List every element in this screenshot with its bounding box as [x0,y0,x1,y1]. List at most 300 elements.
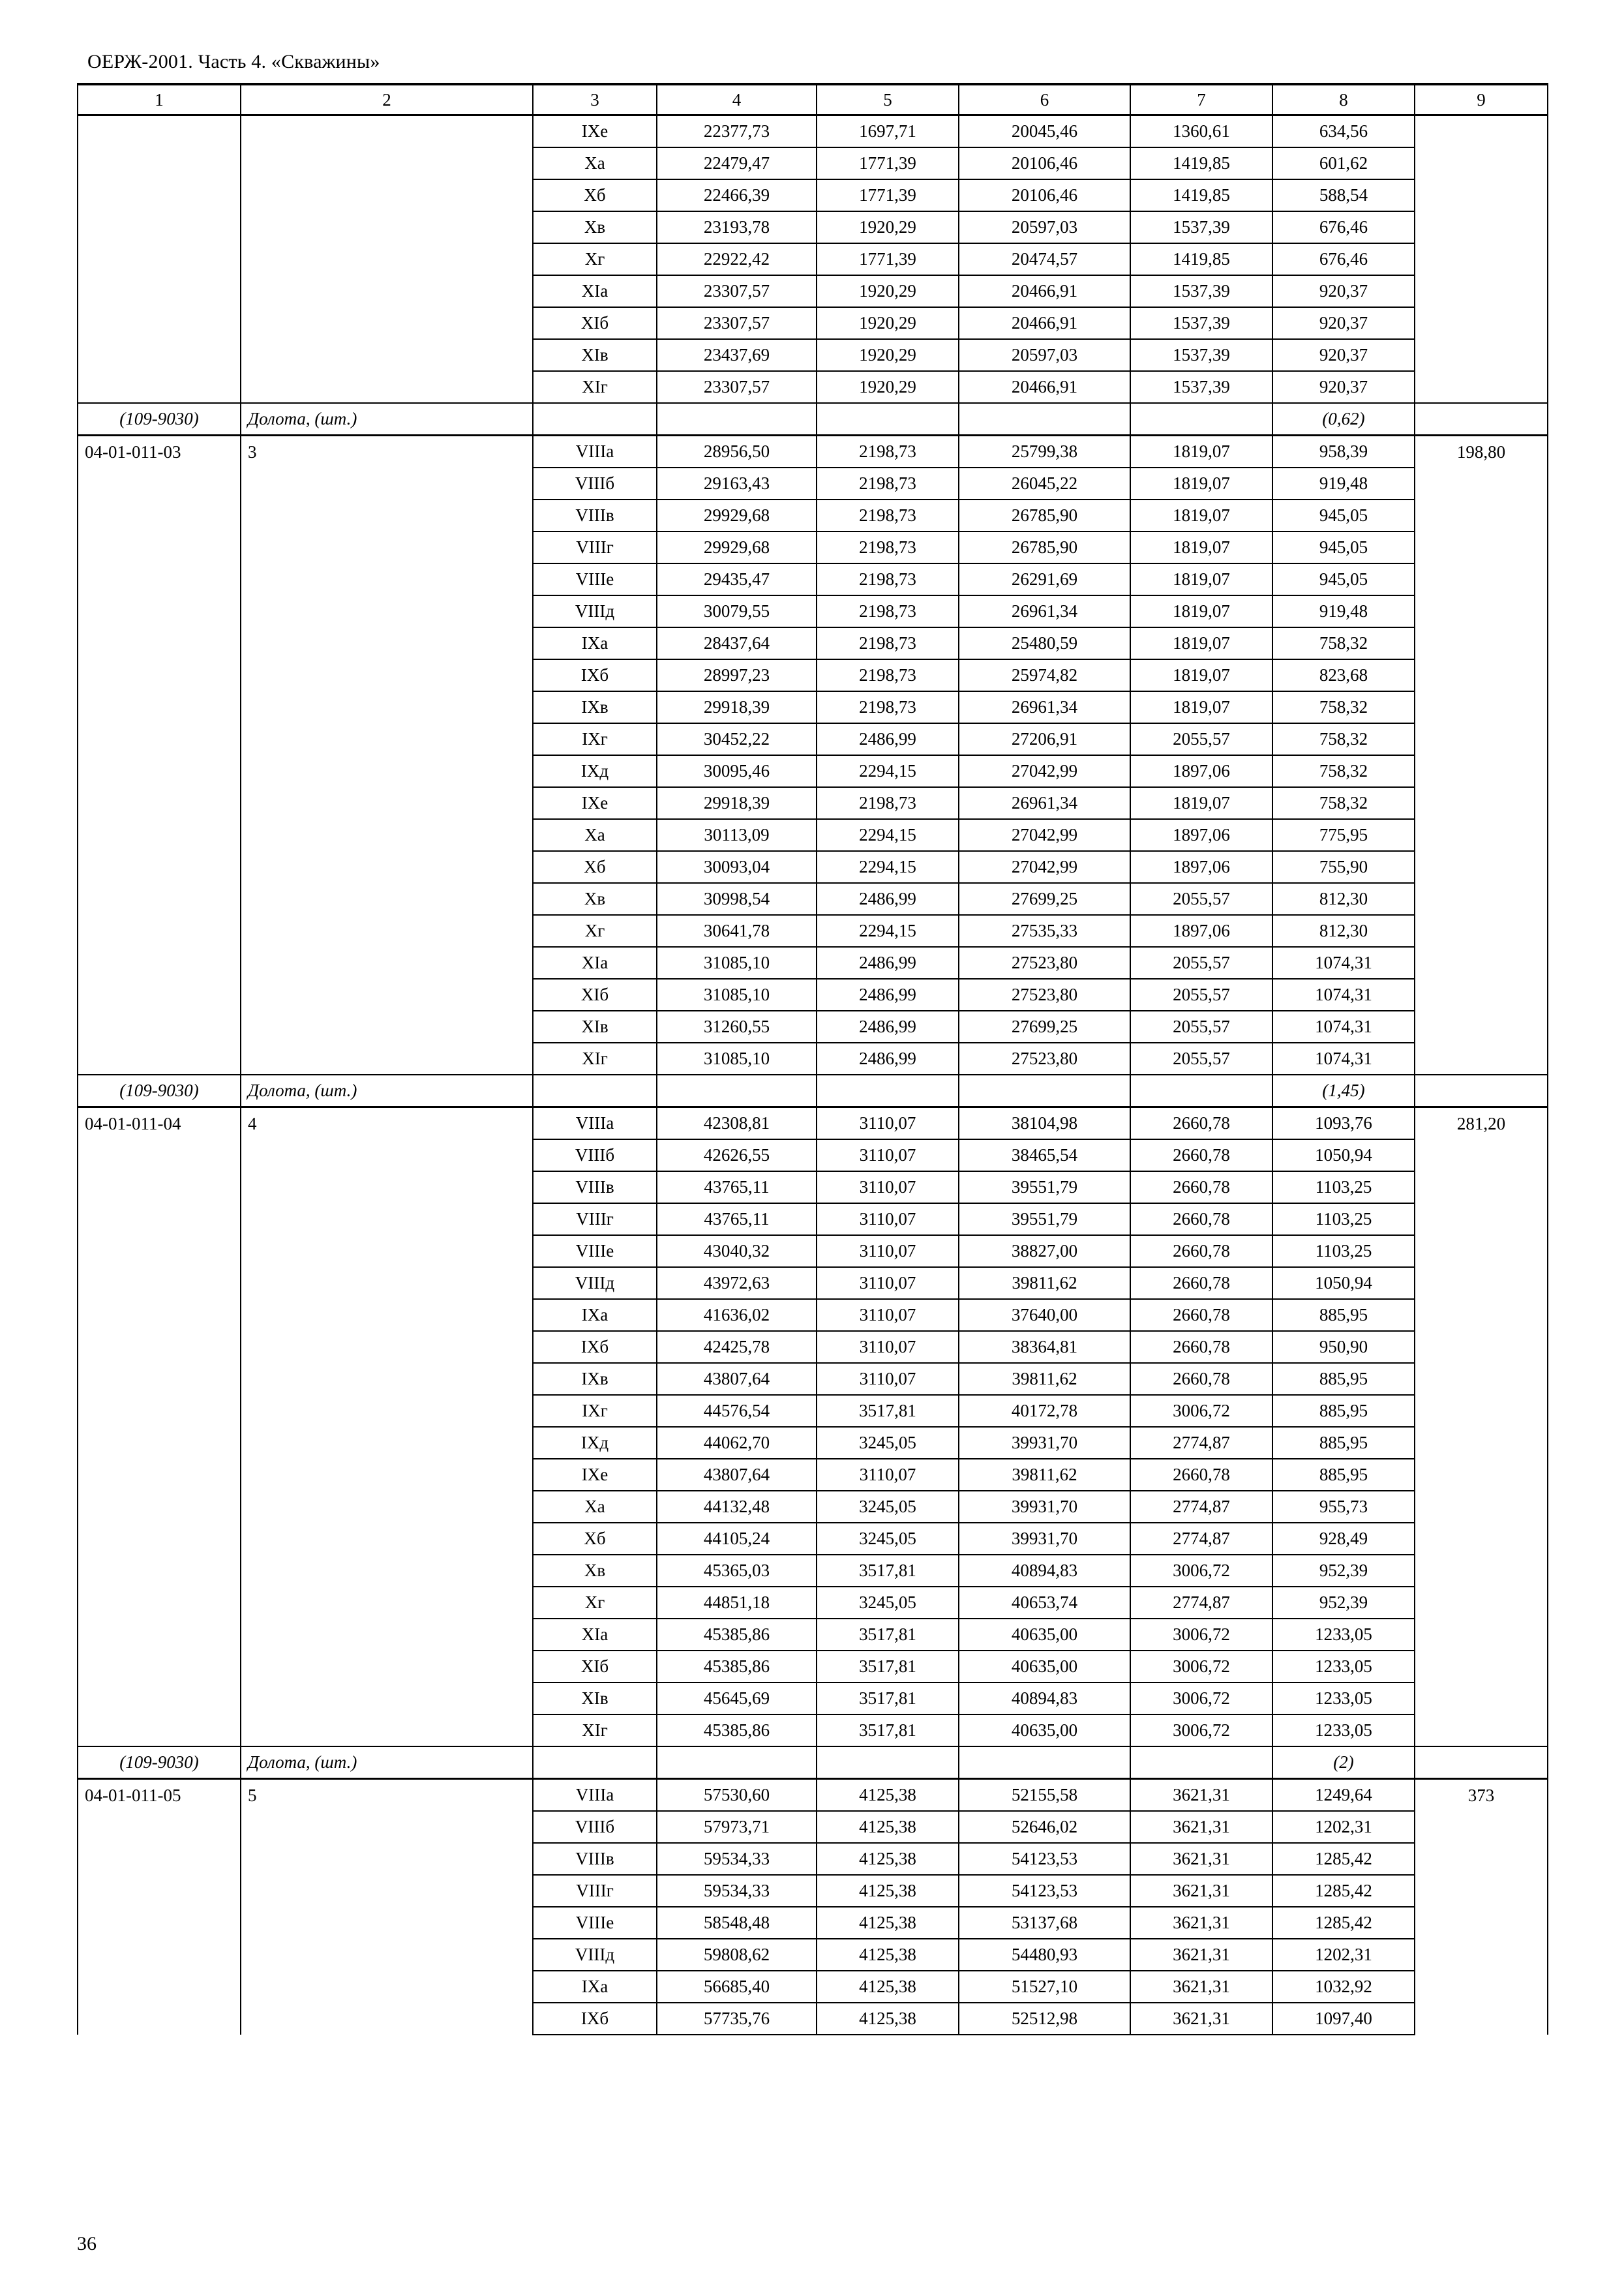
cell-value: 2055,57 [1130,979,1272,1011]
cell-value: 758,32 [1272,723,1415,755]
cell-quantity: 3 [241,436,533,468]
cell-value: 44105,24 [657,1523,817,1555]
cell-total [1415,787,1548,819]
cell-value: Хв [533,1555,657,1587]
cell-value: 25480,59 [959,627,1130,659]
cell-value: 40653,74 [959,1587,1130,1619]
cell-total [1415,627,1548,659]
cell-value: IXв [533,1363,657,1395]
cell-value: 40635,00 [959,1651,1130,1683]
table-row [78,147,1548,179]
cell-value: 3245,05 [817,1427,959,1459]
cell-value: 2198,73 [817,659,959,691]
footer-empty-cell [657,403,817,436]
cell-value: 54480,93 [959,1939,1130,1971]
cell-code [78,1714,241,1746]
cell-code [78,2003,241,2035]
table-row [78,659,1548,691]
cell-value: 20597,03 [959,211,1130,243]
cell-value: 2660,78 [1130,1267,1272,1299]
cell-value: 3621,31 [1130,1971,1272,2003]
cell-value: XIв [533,1683,657,1714]
cell-code [78,179,241,211]
cell-value: 3110,07 [817,1139,959,1171]
cell-value: VIIIб [533,1139,657,1171]
cell-value: 1537,39 [1130,307,1272,339]
table-row [78,1587,1548,1619]
cell-value: 20466,91 [959,371,1130,403]
cell-value: 39811,62 [959,1363,1130,1395]
cell-total [1415,691,1548,723]
cell-value: IXб [533,2003,657,2035]
table-row [78,1811,1548,1843]
cell-value: 20466,91 [959,307,1130,339]
cell-value: 1897,06 [1130,819,1272,851]
cell-code [78,1299,241,1331]
cell-value: 30641,78 [657,915,817,947]
table-row [78,1299,1548,1331]
cell-value: 1074,31 [1272,947,1415,979]
cell-value: IXб [533,659,657,691]
cell-value: 1771,39 [817,179,959,211]
cell-value: 27699,25 [959,883,1130,915]
cell-value: Хв [533,211,657,243]
cell-value: 1819,07 [1130,531,1272,563]
cell-value: 2660,78 [1130,1171,1272,1203]
footer-empty-cell [817,1075,959,1107]
cell-value: 1419,85 [1130,147,1272,179]
cell-code [78,1203,241,1235]
cell-value: 37640,00 [959,1299,1130,1331]
cell-quantity [241,1619,533,1651]
cell-value: 1920,29 [817,307,959,339]
cell-value: 3245,05 [817,1587,959,1619]
cell-value: 955,73 [1272,1491,1415,1523]
cell-total: 281,20 [1415,1107,1548,1140]
cell-value: 4125,38 [817,1939,959,1971]
cell-value: VIIIд [533,1939,657,1971]
cell-value: XIг [533,1714,657,1746]
table-row [78,1043,1548,1075]
cell-quantity [241,1683,533,1714]
cell-value: 51527,10 [959,1971,1130,2003]
cell-value: 3621,31 [1130,1779,1272,1812]
cell-value: 20106,46 [959,147,1130,179]
cell-total [1415,211,1548,243]
cell-value: 919,48 [1272,468,1415,500]
cell-total [1415,1811,1548,1843]
cell-total [1415,947,1548,979]
cell-value: 3517,81 [817,1619,959,1651]
table-row [78,851,1548,883]
cell-value: 29918,39 [657,691,817,723]
cell-value: 920,37 [1272,371,1415,403]
table-row [78,115,1548,148]
cell-total [1415,819,1548,851]
cell-total [1415,1971,1548,2003]
cell-value: 2198,73 [817,691,959,723]
cell-code [78,1331,241,1363]
cell-total [1415,2003,1548,2035]
group-footer-row [78,1075,1548,1107]
cell-quantity [241,627,533,659]
cell-value: IXe [533,115,657,148]
cell-value: 1537,39 [1130,211,1272,243]
footer-empty-cell [817,1746,959,1779]
cell-value: 45365,03 [657,1555,817,1587]
cell-value: 22377,73 [657,115,817,148]
cell-quantity [241,1203,533,1235]
cell-value: 20597,03 [959,339,1130,371]
cell-total [1415,1843,1548,1875]
cell-value: 39811,62 [959,1267,1130,1299]
cell-code [78,307,241,339]
cell-total [1415,243,1548,275]
cell-value: 31085,10 [657,1043,817,1075]
cell-total [1415,1907,1548,1939]
cell-value: 1920,29 [817,211,959,243]
cell-quantity [241,147,533,179]
cell-value: VIIIд [533,595,657,627]
cell-code [78,595,241,627]
cell-quantity [241,1971,533,2003]
cell-value: 1819,07 [1130,468,1272,500]
cell-total [1415,1395,1548,1427]
table-row [78,531,1548,563]
cell-value: 22479,47 [657,147,817,179]
cell-value: 26785,90 [959,500,1130,531]
cell-total [1415,1203,1548,1235]
cell-value: 4125,38 [817,1875,959,1907]
cell-quantity [241,915,533,947]
footer-empty-cell [959,1746,1130,1779]
cell-value: 26961,34 [959,595,1130,627]
cell-quantity [241,1395,533,1427]
cell-total [1415,563,1548,595]
cell-value: 57973,71 [657,1811,817,1843]
cell-value: 59534,33 [657,1875,817,1907]
cell-value: 1537,39 [1130,371,1272,403]
table-row [78,1363,1548,1395]
cell-value: 52646,02 [959,1811,1130,1843]
footer-empty-cell [657,1075,817,1107]
cell-value: 3006,72 [1130,1395,1272,1427]
cell-quantity [241,1427,533,1459]
cell-code [78,1171,241,1203]
cell-value: 27042,99 [959,851,1130,883]
table-row [78,1267,1548,1299]
cell-total [1415,1619,1548,1651]
cell-value: 945,05 [1272,531,1415,563]
cell-value: Хг [533,243,657,275]
cell-value: 3110,07 [817,1235,959,1267]
cell-total [1415,1427,1548,1459]
cell-code [78,1363,241,1395]
cell-code [78,147,241,179]
cell-total [1415,1043,1548,1075]
cell-value: 755,90 [1272,851,1415,883]
cell-value: 38364,81 [959,1331,1130,1363]
table-row [78,275,1548,307]
cell-value: 43040,32 [657,1235,817,1267]
cell-value: 30113,09 [657,819,817,851]
cell-value: IXд [533,755,657,787]
cell-value: 22466,39 [657,179,817,211]
cell-value: 1103,25 [1272,1203,1415,1235]
cell-total [1415,115,1548,148]
cell-value: 39931,70 [959,1491,1130,1523]
cell-quantity [241,1714,533,1746]
table-row [78,627,1548,659]
cell-quantity [241,563,533,595]
cell-value: 45645,69 [657,1683,817,1714]
cell-total [1415,1523,1548,1555]
cell-code [78,1523,241,1555]
cell-value: 1819,07 [1130,563,1272,595]
table-row [78,1555,1548,1587]
table-row [78,691,1548,723]
page-title: ОЕРЖ-2001. Часть 4. «Скважины» [87,51,380,72]
table-row [78,1491,1548,1523]
cell-value: 3621,31 [1130,1939,1272,1971]
table-row [78,1523,1548,1555]
cell-value: 2198,73 [817,595,959,627]
cell-value: 928,49 [1272,1523,1415,1555]
cell-value: 2660,78 [1130,1203,1272,1235]
cell-value: 1897,06 [1130,755,1272,787]
cell-value: 54123,53 [959,1843,1130,1875]
cell-quantity [241,851,533,883]
cell-quantity [241,211,533,243]
cell-value: 23307,57 [657,275,817,307]
cell-value: 1537,39 [1130,339,1272,371]
table-row [78,819,1548,851]
cell-value: 41636,02 [657,1299,817,1331]
table-row [78,1651,1548,1683]
cell-value: 1202,31 [1272,1939,1415,1971]
table-row [78,179,1548,211]
cell-quantity [241,1555,533,1587]
footer-value: (0,62) [1272,403,1415,436]
footer-code: (109-9030) [78,1746,241,1779]
cell-value: 39931,70 [959,1427,1130,1459]
column-number-2: 2 [241,84,533,115]
cell-value: 3621,31 [1130,1875,1272,1907]
cell-quantity [241,1235,533,1267]
cell-value: 676,46 [1272,211,1415,243]
footer-empty-cell [959,1075,1130,1107]
cell-total [1415,1171,1548,1203]
cell-quantity [241,1843,533,1875]
cell-value: 39811,62 [959,1459,1130,1491]
footer-empty-cell [533,1746,657,1779]
cell-value: 2294,15 [817,755,959,787]
cell-total [1415,147,1548,179]
cell-value: 26291,69 [959,563,1130,595]
cell-total [1415,1587,1548,1619]
table-row [78,468,1548,500]
cell-value: 23193,78 [657,211,817,243]
cell-value: 58548,48 [657,1907,817,1939]
table-row [78,1427,1548,1459]
cell-value: 3110,07 [817,1363,959,1395]
table-row [78,243,1548,275]
cell-value: 2055,57 [1130,883,1272,915]
cell-value: 20045,46 [959,115,1130,148]
cell-code: 04-01-011-03 [78,436,241,468]
table-row [78,979,1548,1011]
cell-value: 4125,38 [817,1907,959,1939]
table-row [78,1843,1548,1875]
cell-total [1415,1363,1548,1395]
cell-quantity [241,1811,533,1843]
cell-value: IXв [533,691,657,723]
footer-label: Долота, (шт.) [241,403,533,436]
cell-value: 30093,04 [657,851,817,883]
cell-value: 38104,98 [959,1107,1130,1140]
cell-value: 43807,64 [657,1363,817,1395]
cell-value: 3110,07 [817,1299,959,1331]
cell-value: 812,30 [1272,915,1415,947]
cell-value: 2660,78 [1130,1235,1272,1267]
cell-value: 775,95 [1272,819,1415,851]
cell-value: 57530,60 [657,1779,817,1812]
cell-value: 1233,05 [1272,1714,1415,1746]
cell-value: 30095,46 [657,755,817,787]
cell-quantity [241,1363,533,1395]
cell-value: 4125,38 [817,1843,959,1875]
cell-quantity [241,500,533,531]
cell-value: 885,95 [1272,1395,1415,1427]
footer-empty-cell [533,1075,657,1107]
cell-quantity [241,1171,533,1203]
cell-value: 1050,94 [1272,1139,1415,1171]
cell-value: 3110,07 [817,1459,959,1491]
cell-value: IXe [533,787,657,819]
cell-value: 52155,58 [959,1779,1130,1812]
cell-value: 42626,55 [657,1139,817,1171]
cell-value: 44132,48 [657,1491,817,1523]
cell-value: IXa [533,1299,657,1331]
cell-value: 20466,91 [959,275,1130,307]
cell-value: 1819,07 [1130,500,1272,531]
cell-value: Ха [533,1491,657,1523]
footer-label: Долота, (шт.) [241,1746,533,1779]
cell-value: VIIIe [533,563,657,595]
cell-code [78,915,241,947]
cell-value: 3621,31 [1130,2003,1272,2035]
cell-value: 2198,73 [817,563,959,595]
cell-value: 57735,76 [657,2003,817,2035]
cell-total [1415,1459,1548,1491]
cell-value: 676,46 [1272,243,1415,275]
cell-quantity [241,1459,533,1491]
cell-value: 29435,47 [657,563,817,595]
cell-value: 43765,11 [657,1171,817,1203]
cell-total [1415,1714,1548,1746]
column-number-8: 8 [1272,84,1415,115]
cell-value: 758,32 [1272,755,1415,787]
cell-value: 23437,69 [657,339,817,371]
cell-quantity [241,947,533,979]
cell-value: 3110,07 [817,1171,959,1203]
cell-value: 3110,07 [817,1203,959,1235]
cell-quantity [241,339,533,371]
cell-value: 2198,73 [817,468,959,500]
cell-code [78,1619,241,1651]
footer-value: (2) [1272,1746,1415,1779]
cell-value: 1819,07 [1130,787,1272,819]
cell-code [78,1491,241,1523]
cell-value: XIг [533,371,657,403]
group-footer-row [78,1746,1548,1779]
cell-value: XIв [533,339,657,371]
column-number-5: 5 [817,84,959,115]
cell-value: 1920,29 [817,371,959,403]
cell-value: XIг [533,1043,657,1075]
cell-value: 2660,78 [1130,1107,1272,1140]
footer-code: (109-9030) [78,1075,241,1107]
cell-value: 2660,78 [1130,1139,1272,1171]
page-number: 36 [77,2233,97,2254]
cell-code [78,1043,241,1075]
cell-code [78,1875,241,1907]
cell-value: 25799,38 [959,436,1130,468]
cell-quantity [241,275,533,307]
cell-quantity [241,371,533,403]
cell-code [78,1139,241,1171]
cell-total: 373 [1415,1779,1548,1812]
cell-value: Хг [533,1587,657,1619]
cell-value: 45385,86 [657,1619,817,1651]
cell-value: VIIIг [533,1875,657,1907]
group-footer-row [78,403,1548,436]
cell-total [1415,1331,1548,1363]
cell-value: 2486,99 [817,883,959,915]
cell-code [78,1459,241,1491]
cell-total [1415,1651,1548,1683]
cell-value: 3006,72 [1130,1683,1272,1714]
cell-quantity [241,531,533,563]
cell-value: 1074,31 [1272,979,1415,1011]
cell-value: VIIIб [533,468,657,500]
cell-quantity [241,1875,533,1907]
cell-total [1415,1235,1548,1267]
table-row [78,563,1548,595]
cell-quantity [241,1939,533,1971]
table-row [78,1139,1548,1171]
cell-value: 1819,07 [1130,691,1272,723]
table-row [78,915,1548,947]
cell-code [78,1939,241,1971]
cell-value: 2774,87 [1130,1523,1272,1555]
cell-quantity [241,1011,533,1043]
cell-value: 45385,86 [657,1714,817,1746]
cell-value: 588,54 [1272,179,1415,211]
cell-value: XIб [533,1651,657,1683]
cell-value: 42308,81 [657,1107,817,1140]
cell-total [1415,275,1548,307]
table-header-row [78,84,1548,115]
cell-value: 945,05 [1272,563,1415,595]
cell-value: 1419,85 [1130,179,1272,211]
table-row [78,947,1548,979]
cell-quantity [241,115,533,148]
cell-value: 634,56 [1272,115,1415,148]
cell-code [78,627,241,659]
cell-value: 1103,25 [1272,1171,1415,1203]
cell-code [78,1587,241,1619]
